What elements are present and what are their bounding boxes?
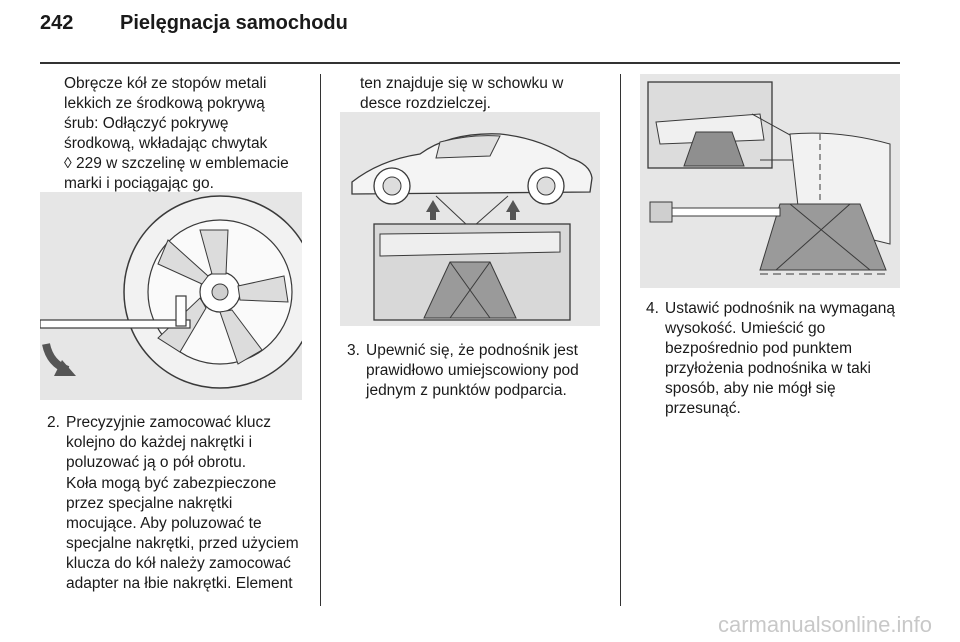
locking-nut-note [66, 474, 316, 594]
text-line: kolejno do każdej nakrętki i [66, 434, 253, 451]
text-line: desce rozdzielczej. [360, 95, 491, 112]
step-number: 2. [47, 414, 60, 431]
text-line: wysokość. Umieścić go [665, 320, 826, 337]
step-number: 3. [347, 342, 360, 359]
text-line: Koła mogą być zabezpieczone [66, 475, 277, 492]
text-line: bezpośrednio pod punktem [665, 340, 852, 357]
step-2 [47, 413, 316, 473]
column-separator-1 [320, 74, 321, 606]
text-line: śrub: Odłączyć pokrywę [64, 115, 229, 132]
text-line: sposób, aby nie mógł się [665, 380, 836, 397]
text-line: ten znajduje się w schowku w [360, 75, 564, 92]
page-number: 242 [40, 12, 74, 34]
text-line: przyłożenia podnośnika w taki [665, 360, 871, 377]
jack-positioning-illustration [640, 74, 900, 288]
column-separator-2 [620, 74, 621, 606]
step-number: 4. [646, 300, 659, 317]
text-line: prawidłowo umiejscowiony pod [366, 362, 579, 379]
text-line: poluzować ją o pół obrotu. [66, 454, 247, 471]
step-4 [646, 299, 905, 419]
page-title: Pielęgnacja samochodu [120, 12, 348, 34]
text-line: mocujące. Aby poluzować te [66, 515, 262, 532]
text-line: klucza do kół należy zamocować [66, 555, 291, 572]
text-line: Upewnić się, że podnośnik jest [366, 342, 578, 359]
text-line [64, 154, 314, 174]
text-line: środkową, wkładając chwytak [64, 135, 268, 152]
text-line: jednym z punktów podparcia. [366, 382, 567, 399]
text-line: Precyzyjnie zamocować klucz [66, 414, 272, 431]
watermark: carmanualsonline.info [717, 612, 932, 637]
text-line: marki i pociągając go. [64, 175, 214, 192]
reference-arrow-icon: ◊ [64, 155, 72, 172]
alloy-wheel-intro [64, 74, 314, 194]
step-3 [347, 341, 616, 401]
header-rule [40, 62, 900, 64]
text-line: specjalne nakrętki, przed użyciem [66, 535, 299, 552]
text-line: lekkich ze środkową pokrywą [64, 95, 265, 112]
text-line: adapter na łbie nakrętki. Element [66, 575, 293, 592]
text-line: Obręcze kół ze stopów metali [64, 75, 267, 92]
jacking-points-illustration [340, 112, 600, 326]
text-line: przez specjalne nakrętki [66, 495, 233, 512]
text-line: przesunąć. [665, 400, 741, 417]
adapter-location-text [360, 74, 610, 114]
page-reference[interactable]: 229 w szczelinę w emblemacie [75, 155, 289, 172]
text-line: Ustawić podnośnik na wymaganą [665, 300, 896, 317]
wheel-wrench-illustration [40, 192, 302, 400]
